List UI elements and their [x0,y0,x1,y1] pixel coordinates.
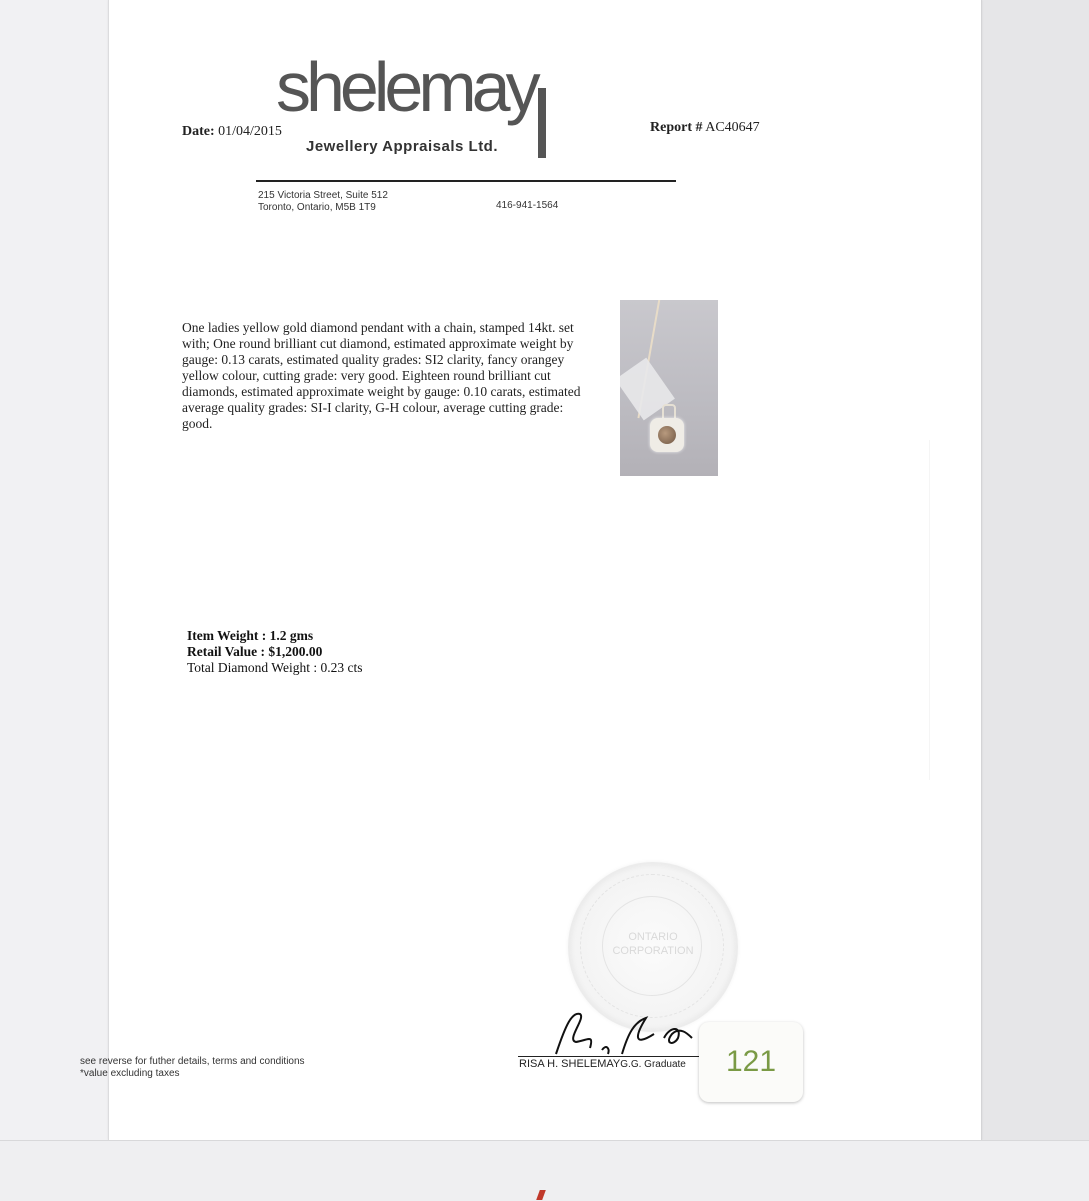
show-through-table [929,440,990,780]
company-phone: 416-941-1564 [496,200,559,211]
item-weight-label: Item Weight : [187,628,267,643]
signer-name-text: RISA H. SHELEMAY [519,1058,621,1070]
retail-value-value: $1,200.00 [268,644,323,659]
seal-line-2: CORPORATION [612,945,694,957]
signer-credential: G.G. Graduate [620,1059,686,1070]
report-number-field [650,120,760,136]
sleeve-left-edge [0,0,110,1200]
logo-wordmark: shelemay [276,48,536,126]
item-description: One ladies yellow gold diamond pendant with a chain, stamped 14kt. set with; One round brilliant cut diamond, estimated approximate weight by gauge: 0.13 carats, estimated quality grades: SI2 clarity, fancy orangey yellow colour, cutting grade: very good. Eighteen round brilliant cut diamonds, estimated approximate weight by gauge: 0.10 carats, estimated average quality grades: SI-I clarity, G-H colour, average cutting grade: good. [182,320,581,431]
seal-center-text [570,930,736,958]
logo-descender-bar [538,88,546,158]
header-divider [256,180,676,182]
signature-line [518,1056,728,1057]
footer-line-2: *value excluding taxes [80,1068,180,1079]
footer-line-1: see reverse for futher details, terms and conditions [80,1056,305,1067]
date-label: Date: [182,124,215,139]
footer-notes [80,1056,305,1080]
address-line-1: 215 Victoria Street, Suite 512 [258,190,388,201]
signer-name [519,1058,686,1070]
date-field [182,124,282,140]
total-diamond-label: Total Diamond Weight : [187,660,318,675]
company-address [258,190,388,214]
item-weight-value: 1.2 gms [269,628,314,643]
date-value: 01/04/2015 [218,124,282,139]
sleeve-right-edge [979,0,1089,1200]
lot-number: 121 [725,1045,777,1078]
center-stone-image [658,426,676,444]
total-diamond-value: 0.23 cts [320,660,363,675]
item-specs [187,628,362,676]
logo-subtitle: Jewellery Appraisals Ltd. [306,138,499,155]
total-diamond-row [187,660,362,676]
address-line-2: Toronto, Ontario, M5B 1T9 [258,202,376,213]
retail-value-label: Retail Value : [187,644,266,659]
lot-number-sticker [699,1022,803,1102]
company-logo [276,48,546,172]
report-label: Report # [650,120,703,135]
item-weight-row [187,628,362,644]
pendant-photo [620,300,718,476]
seal-line-1: ONTARIO [628,931,678,943]
report-value: AC40647 [705,120,760,135]
retail-value-row [187,644,362,660]
